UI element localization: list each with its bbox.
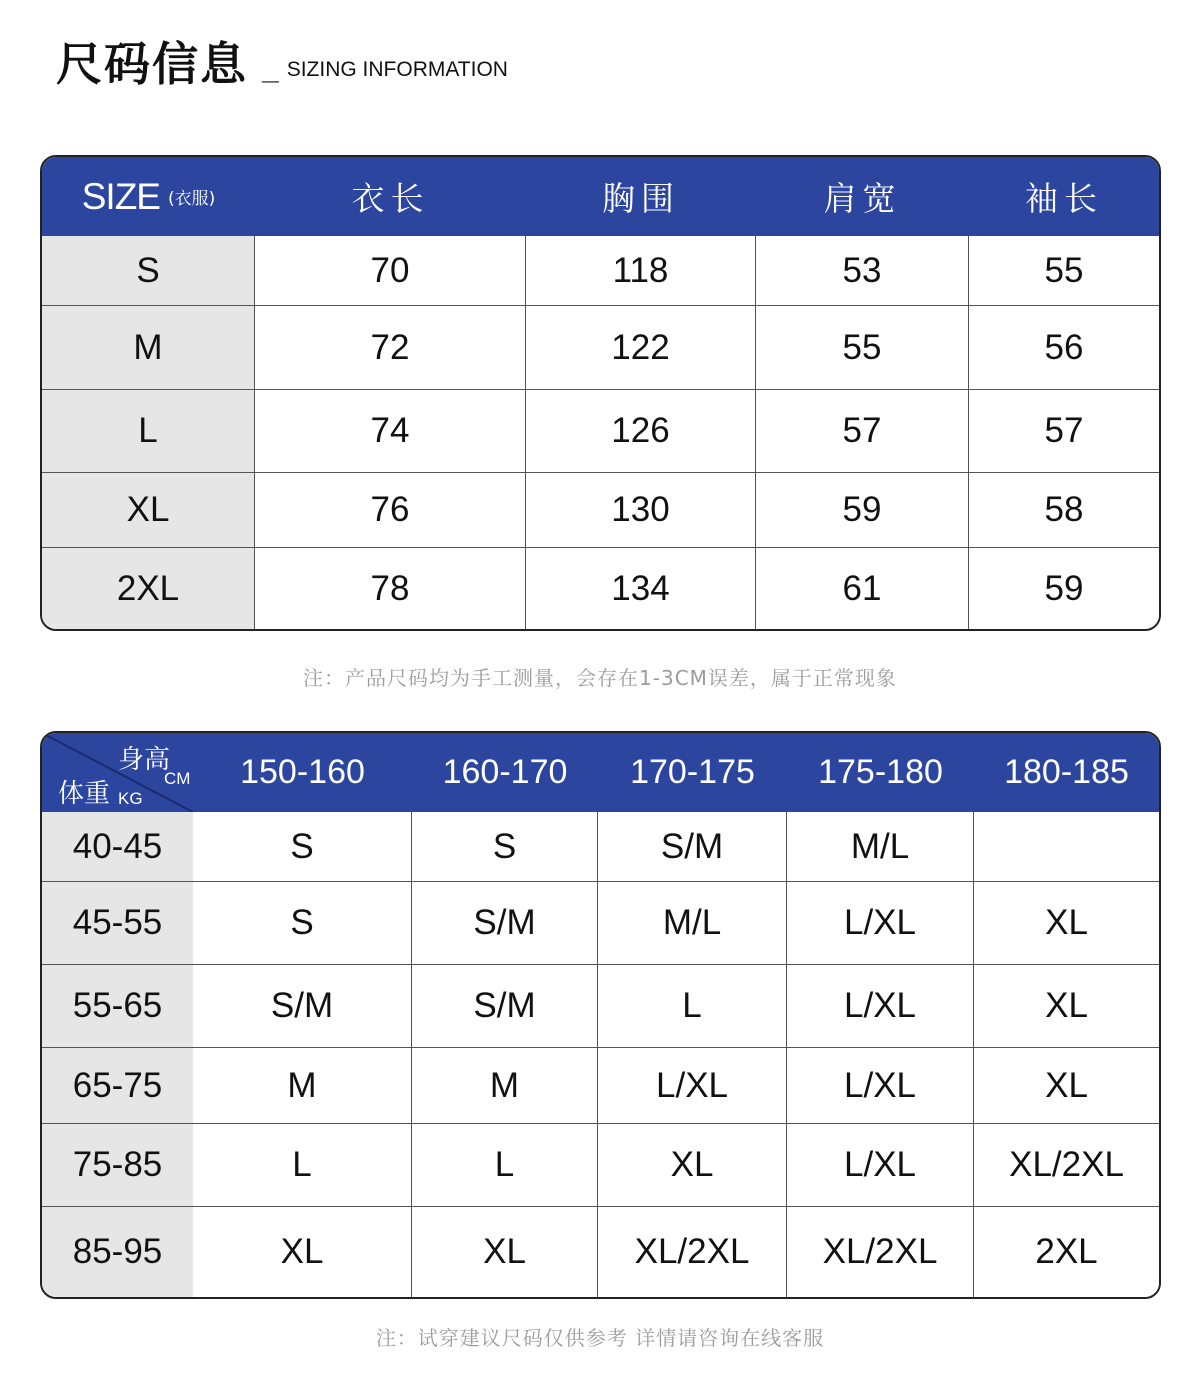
height-range-label: 180-185 (1004, 753, 1129, 791)
size-cell (974, 812, 1159, 882)
title-chinese: 尺码信息 (56, 37, 248, 91)
weight-cell: 65-75 (42, 1048, 193, 1124)
size-cell: L (193, 1124, 412, 1207)
size-cell: L (412, 1124, 598, 1207)
size-cell: 2XL (974, 1207, 1159, 1297)
weight-label: 体重 (58, 779, 111, 809)
value-cell: 72 (255, 306, 526, 390)
value-cell: 74 (255, 390, 526, 473)
value-cell: 70 (255, 236, 526, 306)
size-cell: M (42, 306, 255, 390)
height-range-header (598, 733, 787, 812)
size-cell: 2XL (42, 548, 255, 629)
height-unit: CM (164, 769, 191, 788)
size-cell: S/M (598, 812, 787, 882)
size-cell: S (193, 882, 412, 965)
weight-unit: KG (118, 789, 143, 808)
size-cell: L/XL (598, 1048, 787, 1124)
column-header-label: 袖长 (1025, 179, 1103, 218)
size-cell: XL (193, 1207, 412, 1297)
measurement-table (40, 155, 1161, 631)
value-cell: 58 (969, 473, 1159, 548)
value-cell: 118 (526, 236, 756, 306)
height-range-header (412, 733, 598, 812)
height-range-header (193, 733, 412, 812)
size-cell: XL (598, 1124, 787, 1207)
size-cell: S/M (412, 882, 598, 965)
size-cell: S/M (412, 965, 598, 1048)
size-cell: M (193, 1048, 412, 1124)
column-header (526, 157, 756, 236)
weight-cell: 40-45 (42, 812, 193, 882)
size-cell: L/XL (787, 1124, 974, 1207)
size-cell: M (412, 1048, 598, 1124)
size-cell: L/XL (787, 882, 974, 965)
title-separator: _ (262, 53, 279, 86)
title-english: SIZING INFORMATION (286, 58, 508, 81)
size-cell: XL/2XL (974, 1124, 1159, 1207)
value-cell: 122 (526, 306, 756, 390)
weight-cell: 85-95 (42, 1207, 193, 1297)
height-range-label: 170-175 (630, 753, 755, 791)
column-header-label: 肩宽 (823, 179, 902, 218)
size-cell: L/XL (787, 965, 974, 1048)
value-cell: 56 (969, 306, 1159, 390)
size-cell: L/XL (787, 1048, 974, 1124)
value-cell: 59 (969, 548, 1159, 629)
size-cell: M/L (787, 812, 974, 882)
height-range-header (787, 733, 974, 812)
size-cell: M/L (598, 882, 787, 965)
recommendation-table (40, 731, 1161, 1299)
value-cell: 130 (526, 473, 756, 548)
value-cell: 78 (255, 548, 526, 629)
value-cell: 126 (526, 390, 756, 473)
size-cell: S (193, 812, 412, 882)
height-range-label: 150-160 (240, 753, 365, 791)
weight-cell: 75-85 (42, 1124, 193, 1207)
page-title (56, 36, 508, 92)
height-label: 身高 (118, 745, 171, 775)
value-cell: 55 (756, 306, 969, 390)
height-range-label: 160-170 (442, 753, 568, 791)
size-cell: XL (42, 473, 255, 548)
height-range-header (974, 733, 1159, 812)
size-cell: XL (974, 965, 1159, 1048)
value-cell: 57 (969, 390, 1159, 473)
size-cell: S/M (193, 965, 412, 1048)
value-cell: 76 (255, 473, 526, 548)
size-cell: XL (974, 882, 1159, 965)
height-range-label: 175-180 (818, 753, 943, 791)
measurement-note: 注：产品尺码均为手工测量，会存在1-3CM误差，属于正常现象 (303, 666, 897, 690)
size-cell: XL/2XL (787, 1207, 974, 1297)
size-cell: L (598, 965, 787, 1048)
value-cell: 57 (756, 390, 969, 473)
column-header-label: 胸围 (602, 179, 680, 218)
column-header (255, 157, 526, 236)
value-cell: 61 (756, 548, 969, 629)
size-sublabel: (衣服) (167, 189, 216, 209)
weight-cell: 45-55 (42, 882, 193, 965)
weight-cell: 55-65 (42, 965, 193, 1048)
column-header-label: 衣长 (351, 179, 430, 218)
size-cell: XL/2XL (598, 1207, 787, 1297)
diagonal-header (42, 733, 193, 812)
column-header (969, 157, 1159, 236)
size-column-header (42, 157, 255, 236)
size-cell: L (42, 390, 255, 473)
column-header (756, 157, 969, 236)
size-label: SIZE (81, 175, 160, 217)
value-cell: 134 (526, 548, 756, 629)
value-cell: 53 (756, 236, 969, 306)
size-cell: XL (412, 1207, 598, 1297)
size-cell: S (42, 236, 255, 306)
recommendation-note: 注：试穿建议尺码仅供参考 详情请咨询在线客服 (375, 1326, 825, 1350)
value-cell: 55 (969, 236, 1159, 306)
value-cell: 59 (756, 473, 969, 548)
size-cell: S (412, 812, 598, 882)
size-cell: XL (974, 1048, 1159, 1124)
